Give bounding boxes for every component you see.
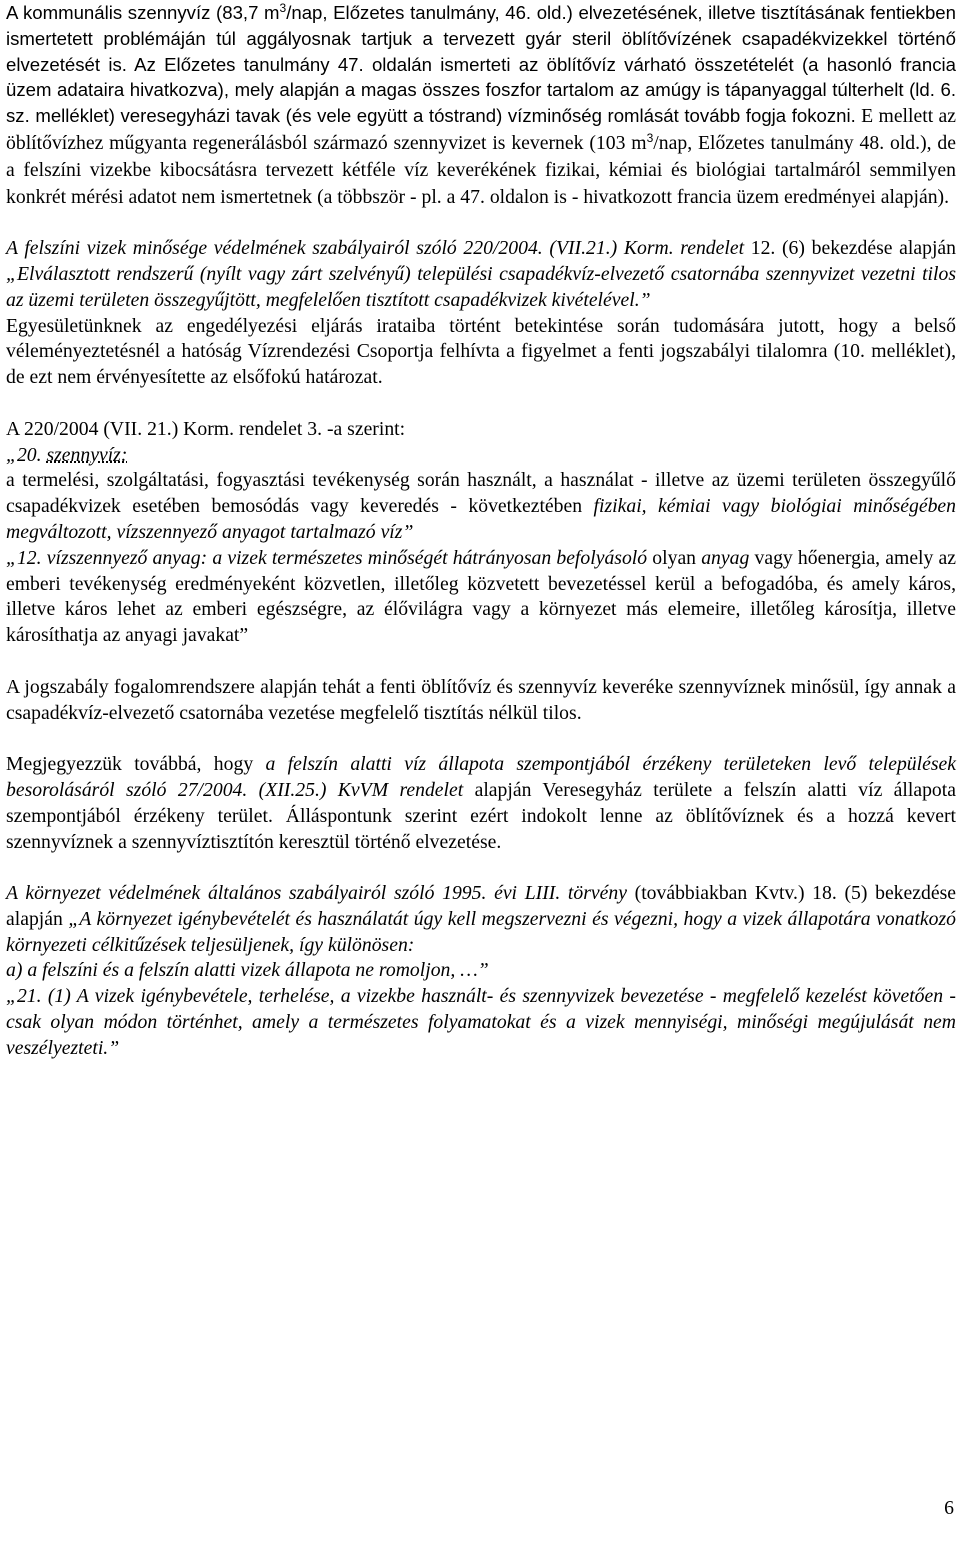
document-page [6,0,956,1062]
act-point-a [6,958,956,984]
paragraph-conclusion: A jogszabály fogalomrendszere alapján tehát a fenti öblítővíz és szennyvíz keveréke szennyvíznek minősül, így annak a csapadékvíz-elvezető csatornába vezetése megfelelő tisztítás nélkül tilos. [6,675,956,724]
text-run: olyan [647,546,702,569]
definition-term: szennyvíz: [46,443,128,466]
text-run-italic: fizikai, kémiai vagy biológiai minőségében megváltozott, vízszennyező anyagot tartalmazó víz” [6,495,956,543]
spacer [6,726,956,752]
text-run-italic: „21. (1) A vizek igénybevétele, terhelése, a vizekbe használt- és szennyvizek bevezetése - megfelelő kezelést követően - csak olyan módon történhet, amely a természetes folyamatokat és a vizek mennyiségi, minőségi megújulását nem veszélyezteti.” [6,985,956,1059]
text-run: 12. (6) bekezdése alapján [744,237,957,260]
quote-open: „12. [6,546,47,569]
text-run-italic: anyag [701,546,750,569]
definition-wastewater-heading [6,443,956,469]
definition-term: vízszennyező anyag: a vizek természetes minőségét hátrányosan befolyásoló [46,546,648,569]
act-section-21 [6,984,956,1061]
text-run: alapján Veresegyház területe a felszín alatti víz állapota szempontjából érzékeny terület. Álláspontunk szerint ezért indokolt lenne az öblítővíznek és a hozzá kevert szennyvíznek a szennyvíztisztítón keresztül történő elvezetése. [6,778,956,853]
spacer [6,855,956,881]
definition-pollutant [6,546,956,649]
paragraph-sensitive-area [6,752,956,855]
paragraph-association-findings: Egyesületünknek az engedélyezési eljárás irataiba történt betekintése során tudomására jutott, hogy a belső véleményeztetésnél a hatóság Vízrendezési Csoportja felhívta a figyelmet a fenti jogszabályi tilalomra (10. melléklet), de ezt nem érvényesítette az elsőfokú határozat. [6,314,956,389]
spacer [6,649,956,675]
text-run: /nap, Előzetes tanulmány 48. old.), de a felszíni vizekbe kibocsátásra tervezett kétféle víz keverékének fizikai, kémiai és biológiai tartalmáról semmilyen konkrét mérési adatot nem ismertetnek (a többször - pl. a 47. oldalon is - hivatkozott francia üzem eredményei alapján). [6,131,956,208]
text-run-italic: a) a felszíni és a felszín alatti vizek állapota ne romoljon, …” [6,959,489,982]
definition-wastewater-text [6,468,956,545]
paragraph-regulation-220 [6,236,956,313]
superscript: 3 [646,130,654,145]
act-quote: „A környezet igénybevételét és használatát úgy kell megszervezni és végezni, hogy a vizek állapotára vonatkozó környezeti célkitűzések teljesüljenek, így különösen: [6,907,956,956]
page-number: 6 [944,1497,954,1519]
superscript: 3 [279,0,287,15]
text-run: (továbbiakban Kvtv.) 18. (5) bekezdése alapján [6,882,956,930]
text-run: E mellett az öblítővízhez műgyanta regenerálásból származó szennyvizet is kevernek (103 m [6,105,956,154]
act-title: A környezet védelmének általános szabályairól szóló 1995. évi LIII. törvény [6,882,627,905]
quote-open: „20. [6,443,47,466]
paragraph-wastewater-intro [6,0,956,210]
text-run: /nap, Előzetes tanulmány, 46. old.) elvezetésének, illetve tisztításának fentiekben ismertetett problémáján túl aggályosnak tartjuk a tervezett gyár steril öblítővízének csapadékvizekkel történő elvezetését is. Az Előzetes tanulmány 47. oldalán ismerteti az öblítővíz várható összetételét (a hasonló francia üzem adataira hivatkozva), mely alapján a magas összes foszfor tartalom az amúgy is tápanyaggal túlterhelt (ld. 6. sz. melléklet) veresegyházi tavak (és vele együtt a tóstrand) vízminőség romlását tovább fogja fokozni. [6,2,956,127]
paragraph-definitions-intro: A 220/2004 (VII. 21.) Korm. rendelet 3. -a szerint: [6,417,406,440]
spacer [6,210,956,236]
text-run: vagy hőenergia, amely az emberi tevékenység eredményeként közvetlen, illetőleg közvetett bevezetéssel kerül a befogadóba, és amely káros, illetve káros lehet az emberi egészségre, az élővilágra vagy a környezet más elemeire, illetőleg károsítja, illetve károsíthatja az anyagi javakat” [6,546,957,647]
regulation-title: A felszíni vizek minősége védelmének szabályairól szóló 220/2004. (VII.21.) Korm. rendelet [6,237,745,260]
text-run: Megjegyezzük továbbá, hogy [6,753,266,776]
spacer [6,391,956,417]
regulation-quote: „Elválasztott rendszerű (nyílt vagy zárt szelvényű) települési csapadékvíz-elvezető csatornába szennyvizet vezetni tilos az üzemi területen összegyűjtött, megfelelően tisztított csapadékvizek kivételével.” [6,262,956,311]
text-run: A kommunális szennyvíz (83,7 m [6,2,280,23]
regulation-title: a felszín alatti víz állapota szempontjából érzékeny területeken levő települések besorolásáról szóló 27/2004. (XII.25.) KvVM rendelet [6,753,956,801]
paragraph-environment-act [6,881,956,958]
text-run: a termelési, szolgáltatási, fogyasztási tevékenység során használt, a használat - illetve az üzemi területen összegyűlő csapadékvizek esetében bemosódás vagy keveredés - következtében [6,469,956,518]
